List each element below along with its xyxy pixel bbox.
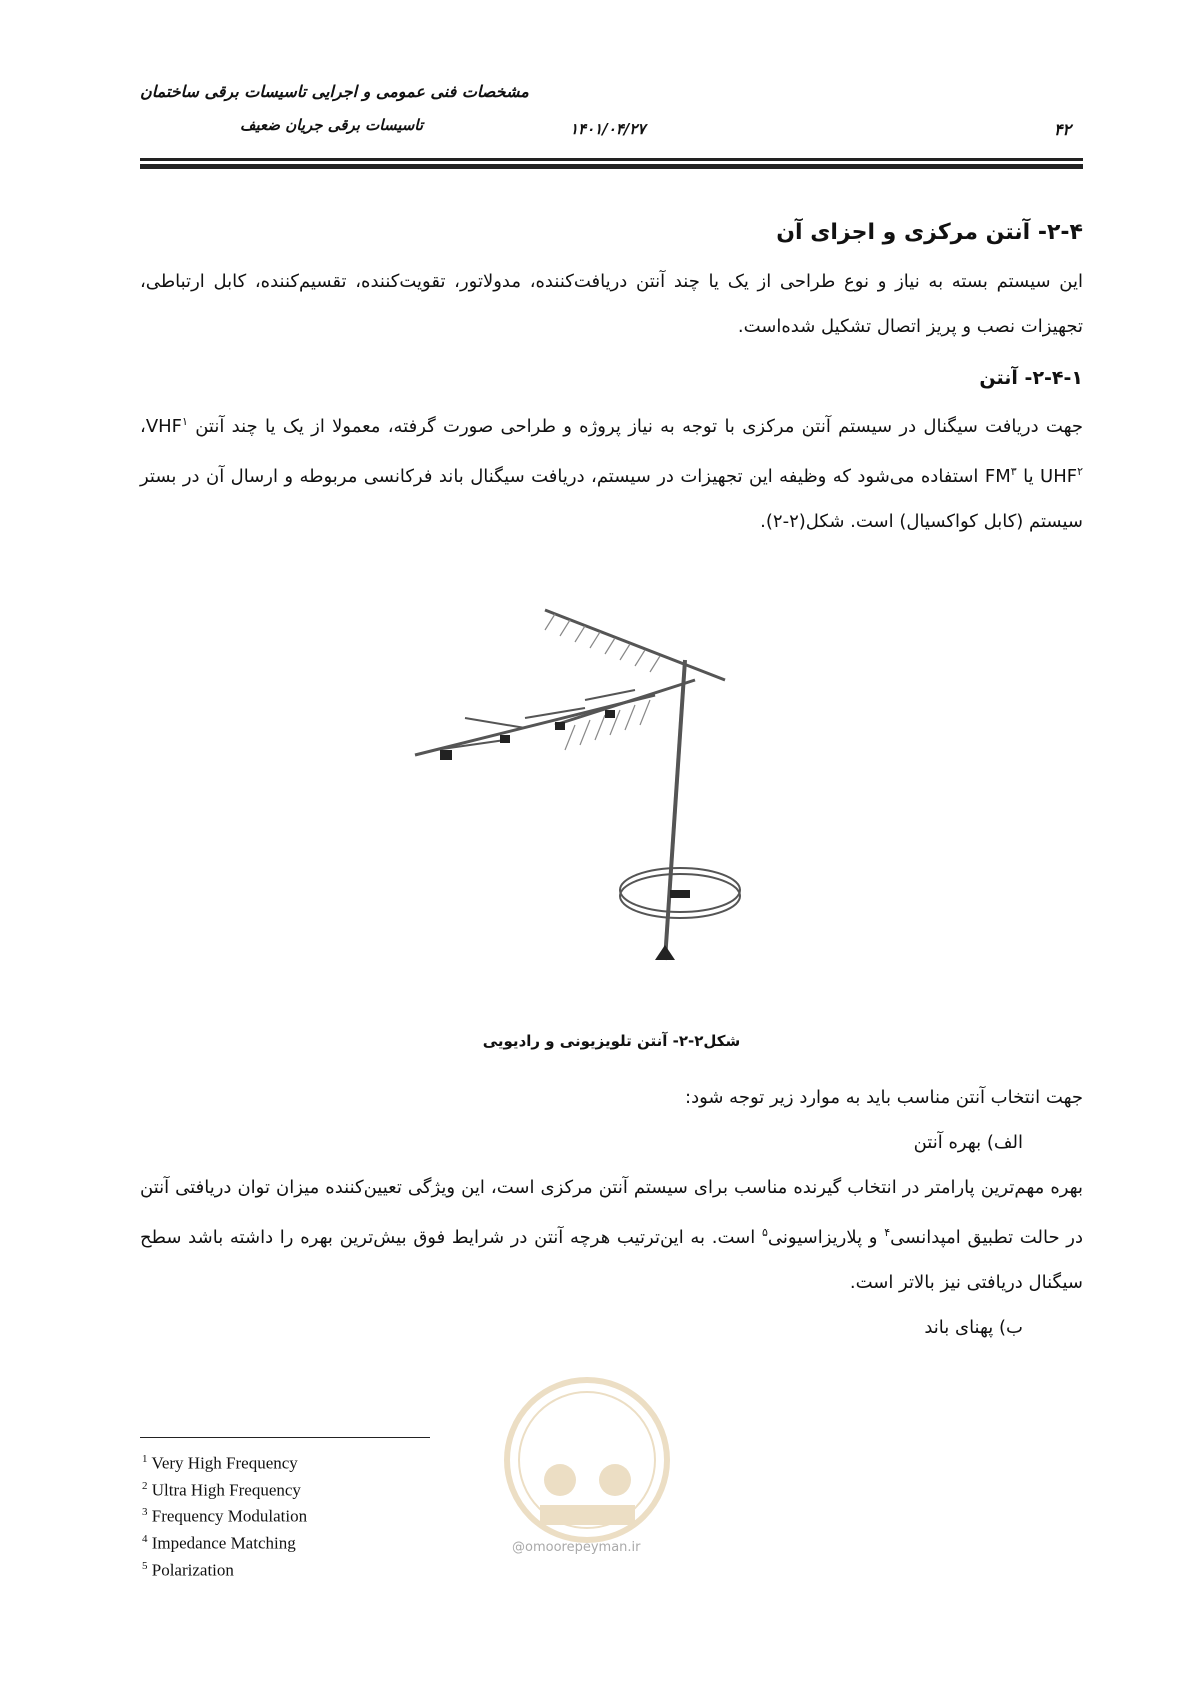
subsection-heading: ۲-۴-۱- آنتن xyxy=(979,367,1083,389)
footnote-ref-2: ۲ xyxy=(1077,465,1084,478)
separator: ، xyxy=(140,416,146,437)
footnote-ref-4: ۴ xyxy=(884,1226,891,1239)
figure-caption: شکل۲-۲- آنتن تلویزیونی و رادیویی xyxy=(482,1032,741,1050)
main-content xyxy=(140,200,1083,544)
fm-label: FM xyxy=(984,466,1011,487)
document-title: مشخصات فنی عمومی و اجرایی تاسیسات برقی ساختمان xyxy=(140,82,529,101)
footnote-number: 5 xyxy=(142,1559,148,1572)
antenna-paragraph xyxy=(140,399,1083,544)
gain-text-2: و پلاریزاسیونی xyxy=(767,1227,885,1248)
watermark-site: @omoorepeyman.ir xyxy=(512,1540,641,1555)
document-subtitle: تاسیسات برقی جریان ضعیف xyxy=(240,116,424,134)
antenna-text-2: استفاده می‌شود که وظیفه این تجهیزات در سیستم، دریافت سیگنال باند فرکانسی مربوطه و ارسال آن در بستر سیستم (کابل کواکسیال) است. شکل(۲-۲). xyxy=(140,466,1083,532)
footnote-number: 2 xyxy=(142,1479,148,1492)
after-content xyxy=(140,1075,1083,1350)
gain-paragraph xyxy=(140,1165,1083,1305)
footnote-number: 4 xyxy=(142,1532,148,1545)
vhf-term xyxy=(146,416,188,437)
section-intro: این سیستم بسته به نیاز و نوع طراحی از یک یا چند آنتن دریافت‌کننده، مدولاتور، تقویت‌کننده، تقسیم‌کننده، کابل ارتباطی، تجهیزات نصب و پریز اتصال تشکیل شده‌است. xyxy=(140,271,1083,337)
footnote-ref-1: ۱ xyxy=(182,415,188,428)
footnote-text: Impedance Matching xyxy=(151,1533,296,1553)
footnote-text: Frequency Modulation xyxy=(151,1506,308,1526)
item-a: الف) بهره آنتن xyxy=(913,1132,1023,1153)
footnotes xyxy=(142,1448,307,1581)
item-b: ب) پهنای باند xyxy=(924,1317,1023,1338)
or-word: یا xyxy=(1016,466,1041,487)
footnote-item xyxy=(142,1475,307,1502)
header-rule-thin xyxy=(140,158,1083,161)
uhf-label: UHF xyxy=(1040,466,1078,487)
footnote-number: 3 xyxy=(142,1506,148,1519)
footnote-rule xyxy=(140,1437,430,1438)
footnote-item xyxy=(142,1501,307,1528)
antenna-illustration xyxy=(395,600,815,1010)
document-date: ۱۴۰۱/۰۴/۲۷ xyxy=(570,120,646,138)
header-rule-thick xyxy=(140,164,1083,169)
footnote-ref-5: ۵ xyxy=(761,1226,768,1239)
section-heading: ۲-۴- آنتن مرکزی و اجزای آن xyxy=(776,220,1083,245)
uhf-term xyxy=(1040,466,1083,487)
footnote-text: Ultra High Frequency xyxy=(151,1480,301,1500)
page-number: ۴۲ xyxy=(1053,120,1071,139)
selection-intro: جهت انتخاب آنتن مناسب باید به موارد زیر توجه شود: xyxy=(685,1087,1083,1108)
antenna-text-1: جهت دریافت سیگنال در سیستم آنتن مرکزی با توجه به نیاز پروژه و طراحی صورت گرفته، معمولا از یک یا چند آنتن xyxy=(187,416,1083,437)
footnote-text: Polarization xyxy=(151,1560,234,1580)
footnote-item xyxy=(142,1528,307,1555)
footnote-ref-3: ۳ xyxy=(1010,465,1017,478)
footnote-item xyxy=(142,1555,307,1582)
vhf-label: VHF xyxy=(145,416,183,437)
fm-term xyxy=(985,466,1017,487)
footnote-number: 1 xyxy=(142,1453,148,1465)
footnote-item xyxy=(142,1448,307,1475)
footnote-text: Very High Frequency xyxy=(151,1453,298,1473)
watermark-logo xyxy=(500,1370,675,1565)
gain-text-1: بهره مهم‌ترین پارامتر در انتخاب گیرنده مناسب برای سیستم آنتن مرکزی است، این ویژگی تعیین‌کننده میزان توان دریافتی آنتن در حالت تطبیق امپدانسی xyxy=(140,1177,1083,1248)
gain-text-3: است. به این‌ترتیب هرچه آنتن در شرایط فوق بیش‌ترین بهره را داشته باشد سطح سیگنال دریافتی نیز بالاتر است. xyxy=(140,1227,1083,1293)
